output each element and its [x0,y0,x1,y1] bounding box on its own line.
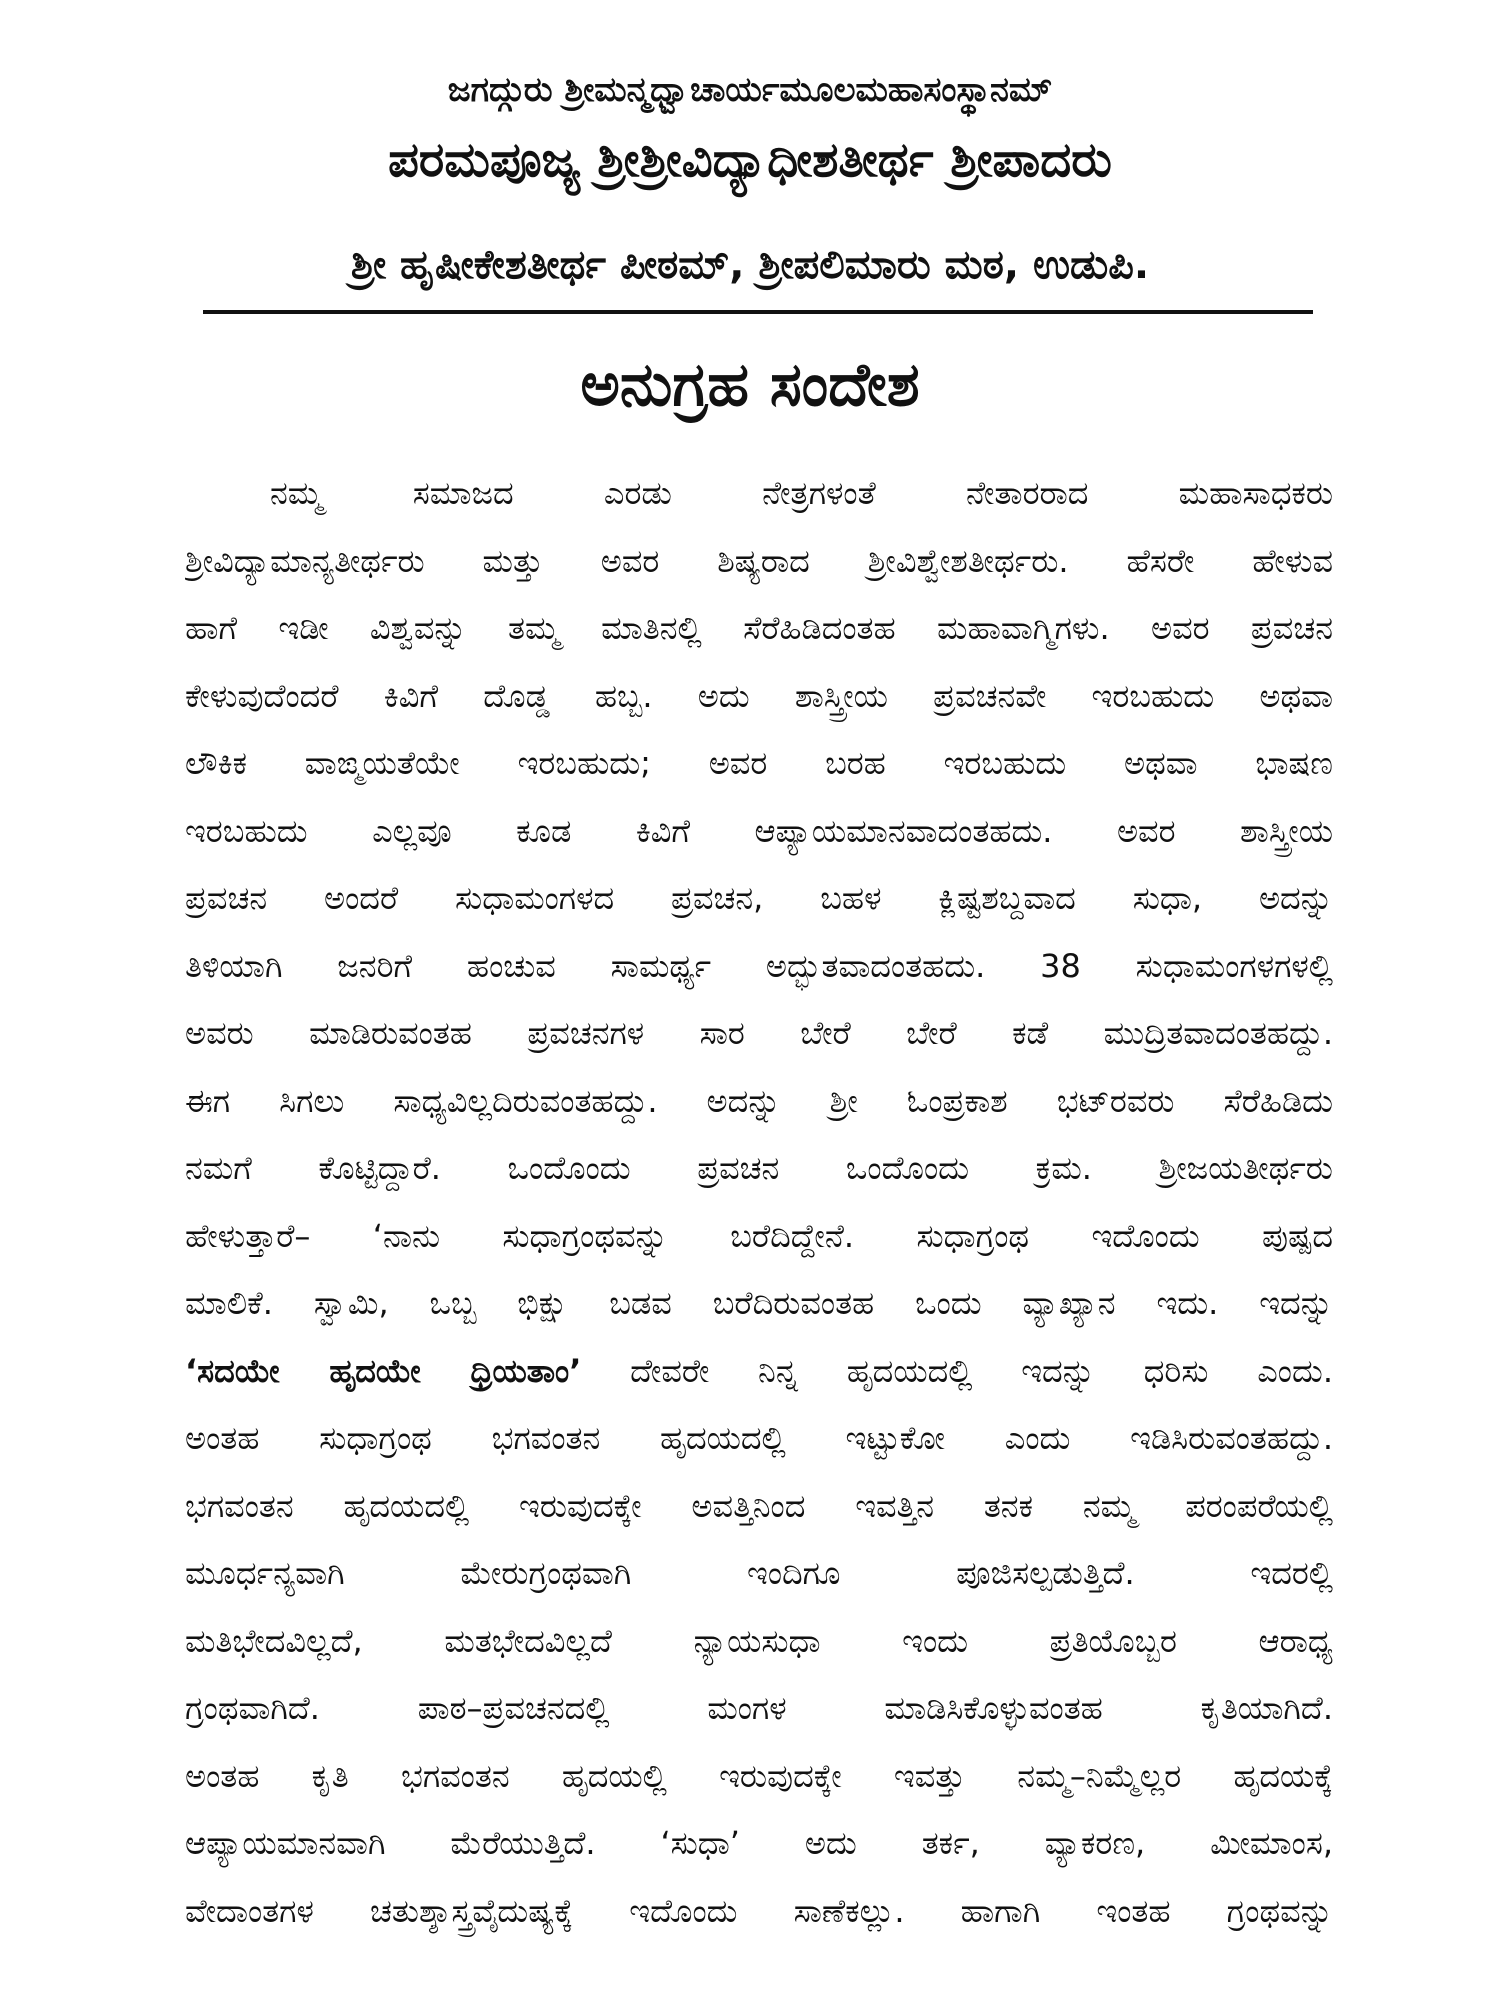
body-line: ಮತಿಭೇದವಿಲ್ಲದೆ, ಮತಭೇದವಿಲ್ಲದೆ ನ್ಯಾಯಸುಧಾ ಇಂದು ಪ್ರತಿಯೊಬ್ಬರ ಆರಾಧ್ಯ [185,1621,1333,1660]
body-line: ಹೇಳುತ್ತಾರೆ– ‘ನಾನು ಸುಧಾಗ್ರಂಥವನ್ನು ಬರೆದಿದ್ದೇನೆ. ಸುಧಾಗ್ರಂಥ ಇದೊಂದು ಪುಷ್ಪದ [185,1216,1333,1255]
peetha-address: ಶ್ರೀ ಹೃಷೀಕೇಶತೀರ್ಥ ಪೀಠಮ್, ಶ್ರೀಪಲಿಮಾರು ಮಠ, ಉಡುಪಿ. [350,242,1150,288]
body-line: ಇರಬಹುದು ಎಲ್ಲವೂ ಕೂಡ ಕಿವಿಗೆ ಆಪ್ಯಾಯಮಾನವಾದಂತಹದು. ಅವರ ಶಾಸ್ತ್ರೀಯ [185,811,1333,850]
body-line: ಲೌಕಿಕ ವಾಙ್ಮಯತೆಯೇ ಇರಬಹುದು; ಅವರ ಬರಹ ಇರಬಹುದು ಅಥವಾ ಭಾಷಣ [185,744,1333,782]
body-line: ಗ್ರಂಥವಾಗಿದೆ. ಪಾಠ–ಪ್ರವಚನದಲ್ಲಿ ಮಂಗಳ ಮಾಡಿಸಿಕೊಳ್ಳುವಂತಹ ಕೃತಿಯಾಗಿದೆ. [185,1689,1333,1727]
body-line: ಅಂತಹ ಸುಧಾಗ್ರಂಥ ಭಗವಂತನ ಹೃದಯದಲ್ಲಿ ಇಟ್ಟುಕೋ ಎಂದು ಇಡಿಸಿರುವಂತಹದ್ದು. [185,1419,1333,1457]
body-line-rest: ದೇವರೇ ನಿನ್ನ ಹೃದಯದಲ್ಲಿ ಇದನ್ನು ಧರಿಸು ಎಂದು. [581,1351,1333,1390]
body-line: ಈಗ ಸಿಗಲು ಸಾಧ್ಯವಿಲ್ಲದಿರುವಂತಹದ್ದು. ಅದನ್ನು ಶ್ರೀ ಓಂಪ್ರಕಾಶ ಭಟ್‌ರವರು ಸೆರೆಹಿಡಿದು [185,1081,1333,1120]
body-line: ಕೇಳುವುದೆಂದರೆ ಕಿವಿಗೆ ದೊಡ್ಡ ಹಬ್ಬ. ಅದು ಶಾಸ್ತ್ರೀಯ ಪ್ರವಚನವೇ ಇರಬಹುದು ಅಥವಾ [185,676,1333,715]
organization-name: ಜಗದ್ಗುರು ಶ್ರೀಮನ್ಮಧ್ವಾಚಾರ್ಯಮೂಲಮಹಾಸಂಸ್ಥಾನಮ್ [447,70,1053,110]
body-line: ನಮ್ಮ ಸಮಾಜದ ಎರಡು ನೇತ್ರಗಳಂತೆ ನೇತಾರರಾದ ಮಹಾಸಾಧಕರು [270,474,1333,512]
header-divider [203,310,1313,314]
body-line: ಭಗವಂತನ ಹೃದಯದಲ್ಲಿ ಇರುವುದಕ್ಕೇ ಅವತ್ತಿನಿಂದ ಇವತ್ತಿನ ತನಕ ನಮ್ಮ ಪರಂಪರೆಯಲ್ಲಿ [185,1486,1333,1525]
sanskrit-quote: ‘ಸದಯೇ ಹೃದಯೇ ಧ್ರಿಯತಾಂ’ [185,1351,582,1390]
body-line: ಪ್ರವಚನ ಅಂದರೆ ಸುಧಾಮಂಗಳದ ಪ್ರವಚನ, ಬಹಳ ಕ್ಲಿಷ್ಟಶಬ್ದವಾದ ಸುಧಾ, ಅದನ್ನು [185,879,1333,917]
body-line: ಅಂತಹ ಕೃತಿ ಭಗವಂತನ ಹೃದಯಲ್ಲಿ ಇರುವುದಕ್ಕೇ ಇವತ್ತು ನಮ್ಮ–ನಿಮ್ಮೆಲ್ಲರ ಹೃದಯಕ್ಕೆ [185,1756,1333,1795]
document-title: ಅನುಗ್ರಹ ಸಂದೇಶ [580,350,920,420]
body-line: ಮಾಲಿಕೆ. ಸ್ವಾಮಿ, ಒಬ್ಬ ಭಿಕ್ಷು ಬಡವ ಬರೆದಿರುವಂತಹ ಒಂದು ವ್ಯಾಖ್ಯಾನ ಇದು. ಇದನ್ನು [185,1284,1333,1322]
body-line-with-quote [185,1338,1333,1406]
body-line: ಆಪ್ಯಾಯಮಾನವಾಗಿ ಮೆರೆಯುತ್ತಿದೆ. ‘ಸುಧಾ’ ಅದು ತರ್ಕ, ವ್ಯಾಕರಣ, ಮೀಮಾಂಸ, [185,1824,1333,1862]
body-line: ಹಾಗೆ ಇಡೀ ವಿಶ್ವವನ್ನು ತಮ್ಮ ಮಾತಿನಲ್ಲಿ ಸೆರೆಹಿಡಿದಂತಹ ಮಹಾವಾಗ್ಮಿಗಳು. ಅವರ ಪ್ರವಚನ [185,609,1333,647]
swamiji-name: ಪರಮಪೂಜ್ಯ ಶ್ರೀಶ್ರೀವಿದ್ಯಾಧೀಶತೀರ್ಥ ಶ್ರೀಪಾದರು [388,132,1112,188]
body-line: ಶ್ರೀವಿದ್ಯಾಮಾನ್ಯತೀರ್ಥರು ಮತ್ತು ಅವರ ಶಿಷ್ಯರಾದ ಶ್ರೀವಿಶ್ವೇಶತೀರ್ಥರು. ಹೆಸರೇ ಹೇಳುವ [185,541,1333,580]
body-line: ಅವರು ಮಾಡಿರುವಂತಹ ಪ್ರವಚನಗಳ ಸಾರ ಬೇರೆ ಬೇರೆ ಕಡೆ ಮುದ್ರಿತವಾದಂತಹದ್ದು. [185,1014,1333,1052]
body-line: ಮೂರ್ಧನ್ಯವಾಗಿ ಮೇರುಗ್ರಂಥವಾಗಿ ಇಂದಿಗೂ ಪೂಜಿಸಲ್ಪಡುತ್ತಿದೆ. ಇದರಲ್ಲಿ [185,1554,1333,1592]
body-line: ನಮಗೆ ಕೊಟ್ಟಿದ್ದಾರೆ. ಒಂದೊಂದು ಪ್ರವಚನ ಒಂದೊಂದು ಕ್ರಮ. ಶ್ರೀಜಯತೀರ್ಥರು [185,1149,1333,1187]
body-line: ವೇದಾಂತಗಳ ಚತುಶ್ಶಾಸ್ತ್ರವೈದುಷ್ಯಕ್ಕೆ ಇದೊಂದು ಸಾಣೆಕಲ್ಲು. ಹಾಗಾಗಿ ಇಂತಹ ಗ್ರಂಥವನ್ನು [185,1891,1333,1930]
message-body [185,460,1333,1980]
body-line: ತಿಳಿಯಾಗಿ ಜನರಿಗೆ ಹಂಚುವ ಸಾಮರ್ಥ್ಯ ಅದ್ಭುತವಾದಂತಹದು. 38 ಸುಧಾಮಂಗಳಗಳಲ್ಲಿ [185,946,1333,985]
